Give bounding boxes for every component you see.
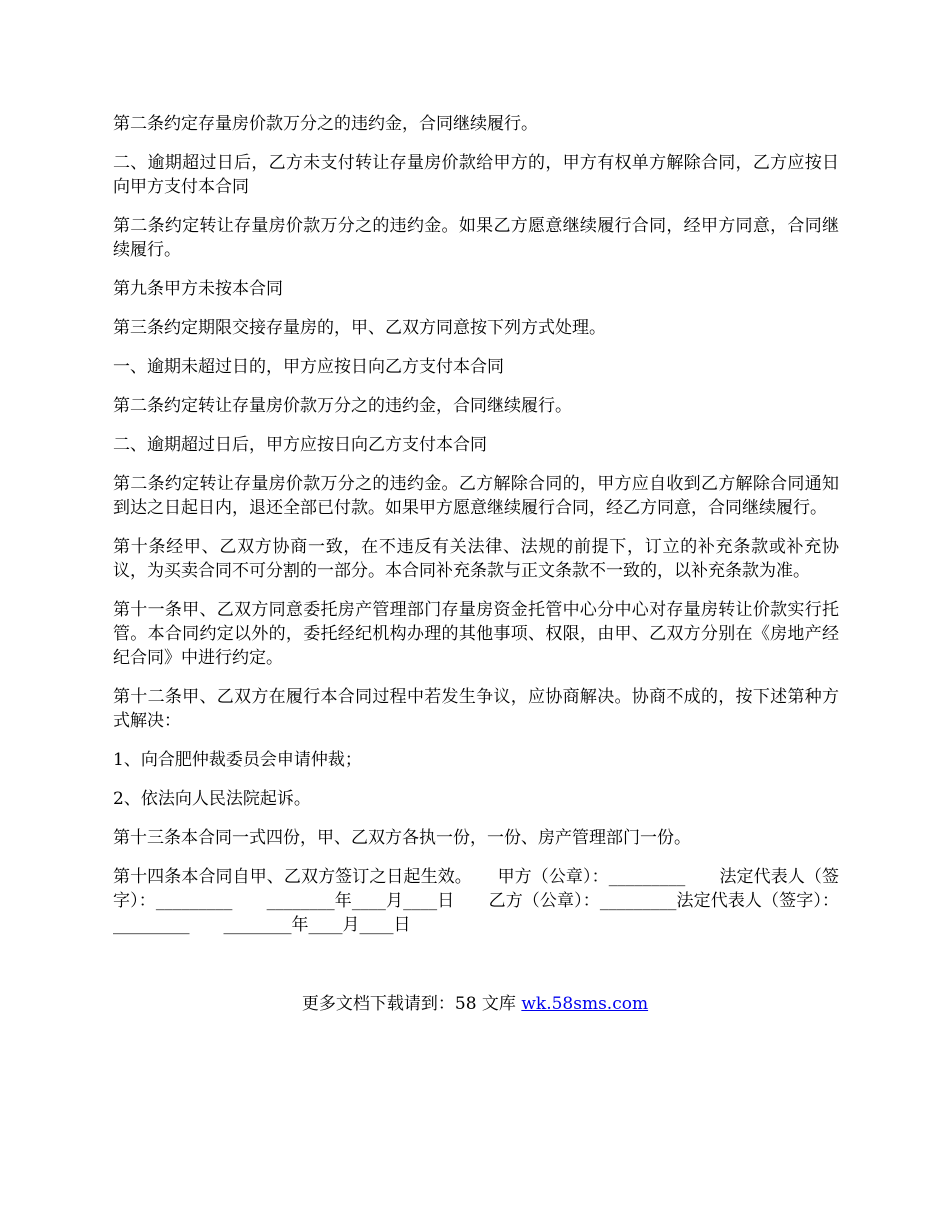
paragraph: 第二条约定转让存量房价款万分之的违约金。如果乙方愿意继续履行合同，经甲方同意，合同继续履行。 <box>113 216 839 260</box>
paragraph: 第二条约定转让存量房价款万分之的违约金，合同继续履行。 <box>113 396 572 416</box>
paragraph: 2、依法向人民法院起诉。 <box>113 789 311 809</box>
paragraph: 第三条约定期限交接存量房的，甲、乙双方同意按下列方式处理。 <box>113 318 606 338</box>
footer-text: 更多文档下载请到：58 文库 <box>301 994 522 1014</box>
footer-link[interactable]: wk.58sms.com <box>521 994 649 1014</box>
paragraph: 第十二条甲、乙双方在履行本合同过程中若发生争议，应协商解决。协商不成的，按下述第种方式解决： <box>113 687 839 731</box>
paragraph: 第十条经甲、乙双方协商一致，在不违反有关法律、法规的前提下，订立的补充条款或补充协议，为买卖合同不可分割的一部分。本合同补充条款与正文条款不一致的，以补充条款为准。 <box>113 537 839 581</box>
paragraph: 第九条甲方未按本合同 <box>113 279 283 299</box>
paragraph: 第十一条甲、乙双方同意委托房产管理部门存量房资金托管中心分中心对存量房转让价款实行托管。本合同约定以外的，委托经纪机构办理的其他事项、权限，由甲、乙双方分别在《房地产经纪合同》中进行约定。 <box>113 600 839 668</box>
paragraph: 第二条约定转让存量房价款万分之的违约金。乙方解除合同的，甲方应自收到乙方解除合同通知到达之日起日内，退还全部已付款。如果甲方愿意继续履行合同，经乙方同意，合同继续履行。 <box>113 474 839 518</box>
paragraph: 1、向合肥仲裁委员会申请仲裁； <box>113 750 362 770</box>
paragraph: 二、逾期超过日后，乙方未支付转让存量房价款给甲方的，甲方有权单方解除合同，乙方应按日向甲方支付本合同 <box>113 153 839 197</box>
paragraph: 第十三条本合同一式四份，甲、乙双方各执一份，一份、房产管理部门一份。 <box>113 828 691 848</box>
paragraph: 一、逾期未超过日的，甲方应按日向乙方支付本合同 <box>113 357 504 377</box>
signature-paragraph: 第十四条本合同自甲、乙双方签订之日起生效。 甲方（公章）：_________ 法定代表人（签字）：_________ ________年____月____日 乙方（公章）：_________法定代表人（签字）：_________ ________年____月____日 <box>113 867 839 935</box>
download-footer <box>0 992 950 1016</box>
paragraph: 二、逾期超过日后，甲方应按日向乙方支付本合同 <box>113 435 487 455</box>
paragraph: 第二条约定存量房价款万分之的违约金，合同继续履行。 <box>113 114 538 134</box>
document-body <box>113 112 839 952</box>
